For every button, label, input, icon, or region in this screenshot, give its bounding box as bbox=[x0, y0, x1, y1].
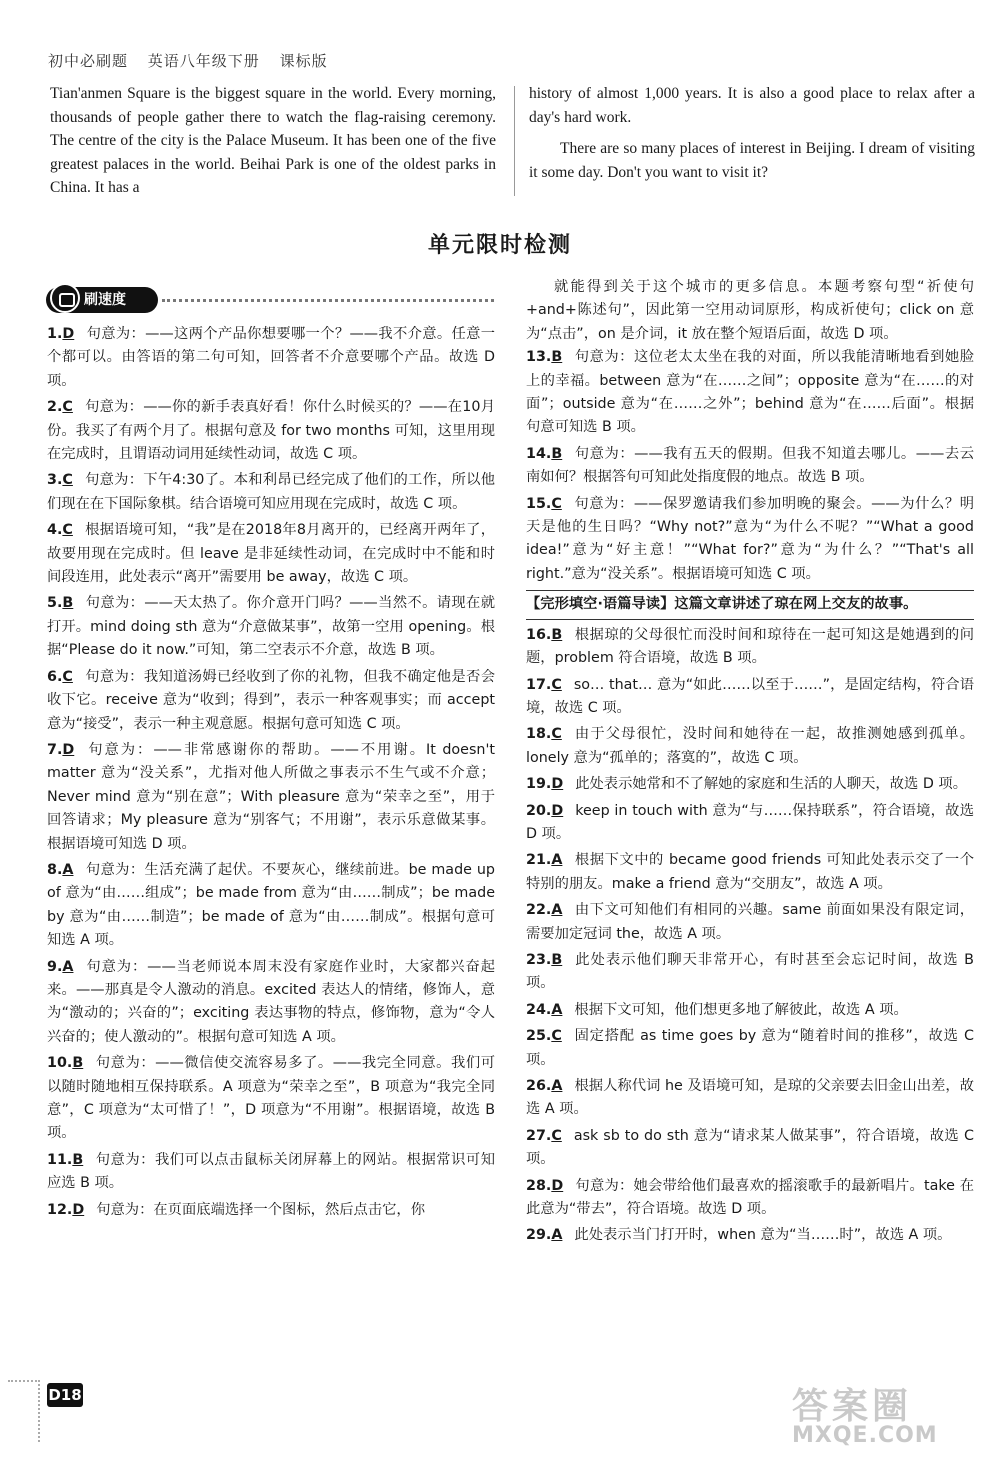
question-number: 5. bbox=[47, 595, 63, 612]
explanation-text: 句意为：——天太热了。你介意开门吗？——当然不。请现在就打开。mind doing sth 意为“介意做某事”，故第一空用 opening。根据“Please do it now.”可知，第二空表示不介意，故选 B 项。 bbox=[47, 595, 495, 659]
explanation-text: 此处表示当门打开时，when 意为“当……时”，故选 A 项。 bbox=[574, 1227, 952, 1244]
answer-letter: D bbox=[62, 326, 75, 342]
question-number: 20. bbox=[526, 802, 552, 819]
question-number: 3. bbox=[47, 472, 63, 489]
explanation-text: 句意为：这位老太太坐在我的对面，所以我能清晰地看到她脸上的幸福。between 意为“在……之间”；opposite 意为“在……的对面”；outside 意为“在……之外”；behind 意为“在……后面”。根据句意可知选 B 项。 bbox=[526, 349, 974, 436]
question-number: 19. bbox=[526, 776, 552, 793]
answer-item bbox=[526, 1175, 974, 1222]
question-number: 22. bbox=[526, 902, 552, 919]
answer-letter: D bbox=[72, 1201, 85, 1218]
question-number: 13. bbox=[526, 349, 552, 366]
section-title: 单元限时检测 bbox=[427, 233, 572, 258]
explanation-text: 句意为：我们可以点击鼠标关闭屏幕上的网站。根据常识可知应选 B 项。 bbox=[47, 1151, 495, 1192]
badge-emblem-icon bbox=[50, 283, 80, 313]
answer-item bbox=[47, 396, 495, 466]
question-number: 10. bbox=[47, 1055, 73, 1072]
answers-right-column bbox=[526, 276, 974, 1248]
speed-badge bbox=[46, 287, 158, 313]
explanation-text: 句意为：她会带给他们最喜欢的摇滚歌手的最新唱片。take 在此意为“带去”，符合语境。故选 D 项。 bbox=[526, 1177, 974, 1218]
answer-letter: A bbox=[551, 1227, 563, 1244]
explanation-text: 句意为：生活充满了起伏。不要灰心，继续前进。be made up of 意为“由……组成”；be made from 意为“由……制成”；be made by 意为“由……制造”；be made of 意为“由……制成”。根据句意可知选 A 项。 bbox=[47, 861, 495, 949]
answer-letter: D bbox=[551, 1177, 564, 1194]
answer-letter: A bbox=[62, 958, 74, 975]
question-number: 1. bbox=[47, 326, 63, 342]
explanation-text: 由于父母很忙，没时间和她待在一起，故推测她感到孤单。lonely 意为“孤单的；落寞的”，故选 C 项。 bbox=[526, 726, 974, 766]
answer-letter: C bbox=[62, 472, 73, 489]
answer-letter: C bbox=[551, 1028, 562, 1045]
answer-item bbox=[47, 666, 495, 736]
answer-item bbox=[526, 800, 974, 847]
explanation-text: 句意为：——我有五天的假期。但我不知道去哪儿。——去云南如何？根据答句可知此处指度假的地点。故选 B 项。 bbox=[526, 445, 974, 486]
explanation-text: so… that… 意为“如此……以至于……”，是固定结构，符合语境，故选 C 项。 bbox=[526, 676, 974, 716]
question-number: 2. bbox=[47, 399, 63, 416]
explanation-text: 根据语境可知，“我”是在2018年8月离开的，已经离开两年了，故要用现在完成时。但 leave 是非延续性动词，在完成时中不能和时间段连用，此处表示“离开”需要用 be away，故选 C 项。 bbox=[47, 522, 495, 586]
answer-letter: C bbox=[62, 399, 73, 416]
answer-item bbox=[526, 723, 974, 770]
answer-item bbox=[47, 323, 495, 393]
explanation-text: 根据琼的父母很忙而没时间和琼待在一起可知这是她遇到的问题，problem 符合语境，故选 B 项。 bbox=[526, 626, 974, 667]
explanation-text: 此处表示她常和不了解她的家庭和生活的人聊天，故选 D 项。 bbox=[575, 776, 968, 793]
answer-item bbox=[526, 849, 974, 896]
answer-letter: C bbox=[62, 522, 73, 539]
header-subject: 英语八年级下册 bbox=[147, 52, 260, 70]
answer-item bbox=[526, 1224, 974, 1247]
answer-item bbox=[526, 346, 974, 440]
question-number: 4. bbox=[47, 522, 63, 539]
column-divider bbox=[514, 86, 515, 196]
answer-letter: D bbox=[62, 741, 75, 758]
answer-item bbox=[47, 592, 495, 662]
answer-item bbox=[526, 1125, 974, 1172]
answer-item bbox=[47, 1052, 495, 1146]
explanation-text: ask sb to do sth 意为“请求某人做某事”，符合语境，故选 C 项。 bbox=[526, 1127, 974, 1168]
explanation-text: 句意为：——微信使交流容易多了。——我完全同意。我们可以随时随地相互保持联系。A 项意为“荣幸之至”，B 项意为“我完全同意”，C 项意为“太可惜了！”，D 项意为“不用谢”。根据语境，故选 B 项。 bbox=[47, 1055, 495, 1142]
answer-item bbox=[47, 469, 495, 516]
question-number: 17. bbox=[526, 676, 552, 693]
cloze-guide: 【完形填空·语篇导读】这篇文章讲述了琼在网上交友的故事。 bbox=[526, 590, 974, 619]
answer-item bbox=[526, 999, 974, 1022]
answer-letter: C bbox=[551, 1127, 562, 1144]
watermark-logo: 答案圈 bbox=[792, 1386, 913, 1427]
answer-letter: D bbox=[551, 802, 564, 819]
explanation-text: 根据下文可知，他们想更多地了解彼此，故选 A 项。 bbox=[574, 1001, 908, 1018]
answer-letter: B bbox=[551, 445, 563, 462]
badge-label: 刷速度 bbox=[84, 292, 126, 308]
answer-letter: B bbox=[62, 595, 74, 612]
question-number: 26. bbox=[526, 1078, 552, 1094]
answer-letter: D bbox=[551, 776, 564, 793]
answer-letter: B bbox=[551, 626, 563, 643]
answer-letter: B bbox=[72, 1151, 84, 1168]
explanation-text: 句意为：——你的新手表真好看！你什么时候买的？——在10月份。我买了有两个月了。根据句意及 for two months 可知，这里用现在完成时，且谓语动词用延续性动词，故选 C 项。 bbox=[47, 399, 495, 463]
answer-item bbox=[526, 674, 974, 721]
question-number: 23. bbox=[526, 951, 552, 968]
question-number: 29. bbox=[526, 1227, 552, 1244]
explanation-text: 此处表示他们聊天非常开心，有时甚至会忘记时间，故选 B 项。 bbox=[526, 951, 974, 992]
answer-item bbox=[526, 899, 974, 946]
passage-right-column bbox=[529, 82, 975, 184]
continued-explanation: 就能得到关于这个城市的更多信息。本题考察句型“祈使句+and+陈述句”，因此第一空用动词原形，构成祈使句；click on 意为“点击”，on 是介词，it 放在整个短语后面，故选 D 项。 bbox=[526, 279, 974, 342]
explanation-text: 句意为：——这两个产品你想要哪一个？——我不介意。任意一个都可以。由答语的第二句可知，回答者不介意要哪个产品。故选 D 项。 bbox=[47, 326, 495, 389]
question-number: 25. bbox=[526, 1028, 552, 1045]
question-number: 28. bbox=[526, 1177, 552, 1194]
explanation-text: 句意为：我知道汤姆已经收到了你的礼物，但我不确定他是否会收下它。receive 意为“收到；得到”，表示一种客观事实；而 accept 意为“接受”，表示一种主观意愿。根据句意可知选 C 项。 bbox=[47, 668, 495, 732]
explanation-text: keep in touch with 意为“与……保持联系”，符合语境，故选 D 项。 bbox=[526, 802, 974, 842]
answer-letter: B bbox=[551, 951, 563, 968]
explanation-text: 句意为：下午4:30了。本和利昂已经完成了他们的工作，所以他们现在在下国际象棋。结合语境可知应用现在完成时，故选 C 项。 bbox=[47, 472, 495, 512]
answer-letter: A bbox=[551, 852, 563, 869]
question-number: 16. bbox=[526, 626, 552, 643]
passage-paragraph: There are so many places of interest in Beijing. I dream of visiting it some day. Don't you want to visit it? bbox=[529, 140, 975, 181]
explanation-text: 由下文可知他们有相同的兴趣。same 前面如果没有限定词，需要加定冠词 the，故选 A 项。 bbox=[526, 902, 974, 942]
answer-item bbox=[526, 1075, 974, 1122]
answer-item bbox=[47, 859, 495, 953]
question-number: 8. bbox=[47, 861, 63, 878]
explanation-text: 句意为：在页面底端选择一个图标，然后点击它，你 bbox=[96, 1201, 426, 1218]
answers-left-column bbox=[47, 323, 495, 1222]
answer-letter: A bbox=[551, 1001, 563, 1018]
question-number: 14. bbox=[526, 445, 552, 462]
answer-letter: A bbox=[551, 902, 563, 919]
answer-item bbox=[526, 1025, 974, 1072]
answer-letter: A bbox=[62, 861, 74, 878]
watermark-url: MXQE.COM bbox=[792, 1423, 938, 1448]
question-number: 7. bbox=[47, 741, 63, 758]
answer-item bbox=[47, 1199, 495, 1222]
question-number: 11. bbox=[47, 1151, 73, 1168]
question-number: 27. bbox=[526, 1127, 552, 1144]
header-series: 初中必刷题 bbox=[48, 52, 129, 70]
passage-left-column bbox=[50, 82, 496, 200]
answer-letter: C bbox=[551, 726, 562, 743]
dotted-rule bbox=[162, 299, 494, 302]
corner-decoration bbox=[8, 1380, 40, 1442]
watermark bbox=[792, 1378, 982, 1452]
answer-letter: A bbox=[551, 1078, 563, 1094]
explanation-text: 根据下文中的 became good friends 可知此处表示交了一个特别的朋友。make a friend 意为“交朋友”，故选 A 项。 bbox=[526, 852, 974, 892]
answer-item bbox=[47, 956, 495, 1050]
answer-item bbox=[526, 949, 974, 996]
passage-paragraph: history of almost 1,000 years. It is also a good place to relax after a day's hard work. bbox=[529, 85, 975, 126]
passage-paragraph: Tian'anmen Square is the biggest square in the world. Every morning, thousands of people gather there to watch the flag-raising ceremony. The centre of the city is the Palace Museum. It has been one of the five greatest palaces in the world. Beihai Park is one of the oldest parks in China. It has a bbox=[50, 85, 496, 196]
page-number: D18 bbox=[47, 1383, 83, 1407]
answer-item bbox=[47, 1149, 495, 1196]
question-number: 9. bbox=[47, 958, 63, 975]
answer-item bbox=[526, 493, 974, 587]
answer-letter: B bbox=[72, 1055, 84, 1072]
question-number: 6. bbox=[47, 668, 63, 685]
running-header bbox=[48, 50, 342, 71]
answer-item bbox=[47, 519, 495, 589]
answer-item bbox=[526, 773, 974, 796]
question-number: 15. bbox=[526, 495, 552, 512]
answer-item bbox=[526, 443, 974, 490]
answer-letter: B bbox=[551, 349, 563, 366]
explanation-text: 固定搭配 as time goes by 意为“随着时间的推移”，故选 C 项。 bbox=[526, 1028, 974, 1068]
answer-letter: C bbox=[62, 668, 73, 685]
explanation-text: 句意为：——非常感谢你的帮助。——不用谢。It doesn't matter 意为“没关系”，尤指对他人所做之事表示不生气或不介意；Never mind 意为“别在意”；With pleasure 意为“荣幸之至”，用于回答请求；My pleasure 意为“别客气；不用谢”，表示乐意做某事。根据语境可知选 D 项。 bbox=[47, 741, 495, 852]
question-number: 18. bbox=[526, 726, 552, 743]
header-edition: 课标版 bbox=[279, 52, 328, 70]
answer-letter: C bbox=[551, 495, 562, 512]
question-number: 21. bbox=[526, 852, 552, 869]
question-number: 24. bbox=[526, 1001, 552, 1018]
explanation-text: 句意为：——保罗邀请我们参加明晚的聚会。——为什么？明天是他的生日吗？“Why not?”意为“为什么不呢？”“What a good idea!”意为“好主意！”“What for?”意为“为什么？”“That's all right.”意为“没关系”。根据语境可知选 C 项。 bbox=[526, 495, 974, 582]
answer-item bbox=[526, 624, 974, 671]
explanation-text: 句意为：——当老师说本周末没有家庭作业时，大家都兴奋起来。——那真是令人激动的消息。excited 表达人的情绪，修饰人，意为“激动的；兴奋的”；exciting 表达事物的特点，修饰物，意为“令人兴奋的；使人激动的”。根据句意可知选 A 项。 bbox=[47, 958, 495, 1045]
question-number: 12. bbox=[47, 1201, 73, 1218]
answer-letter: C bbox=[551, 676, 562, 693]
answer-item bbox=[47, 739, 495, 856]
explanation-text: 根据人称代词 he 及语境可知，是琼的父亲要去旧金山出差，故选 A 项。 bbox=[526, 1078, 974, 1118]
